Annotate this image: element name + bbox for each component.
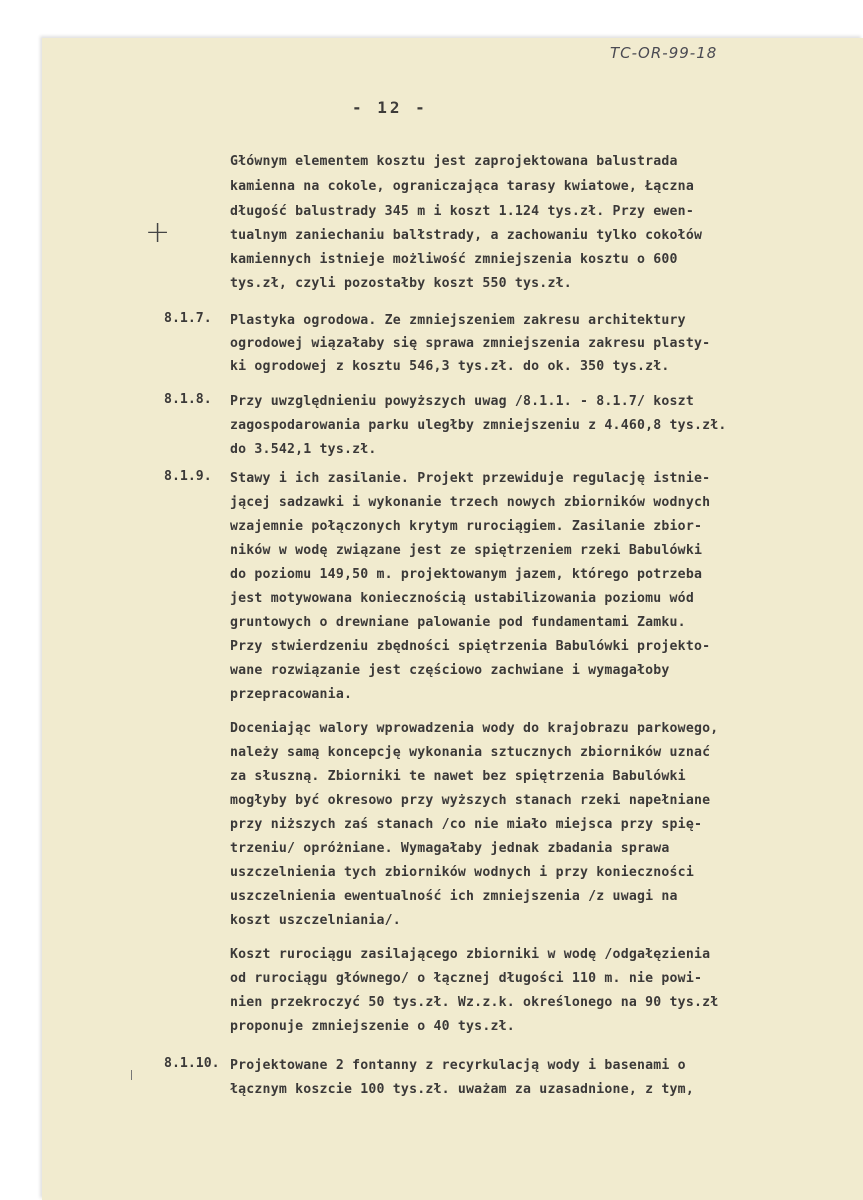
paragraph-0-line-1: kamienna na cokole, ograniczająca tarasy kwiatowe, Łączna <box>230 179 694 194</box>
paragraph-3-line-5: jest motywowana koniecznością ustabilizowania poziomu wód <box>230 591 694 606</box>
paragraph-4-line-8: koszt uszczelniania/. <box>230 913 401 928</box>
paragraph-0-line-0: Głównym elementem kosztu jest zaprojektowana balustrada <box>230 154 678 169</box>
paragraph-3-line-2: wzajemnie połączonych krytym rurociągiem. Zasilanie zbior- <box>230 519 703 534</box>
paragraph-3-line-4: do poziomu 149,50 m. projektowanym jazem, którego potrzeba <box>230 567 703 582</box>
paragraph-3-number: 8.1.9. <box>164 469 212 484</box>
paragraph-4-line-6: uszczelnienia tych zbiorników wodnych i przy konieczności <box>230 865 694 880</box>
paragraph-4-line-5: trzeniu/ opróżniane. Wymagałaby jednak zbadania sprawa <box>230 841 670 856</box>
paragraph-5-line-1: od rurociągu głównego/ o łącznej długości 110 m. nie powi- <box>230 971 703 986</box>
paragraph-6-number: 8.1.10. <box>164 1056 220 1071</box>
paragraph-4-line-3: mogłyby być okresowo przy wyższych stanach rzeki napełniane <box>230 793 711 808</box>
page-number: - 12 - <box>352 98 428 117</box>
paragraph-1-line-0: Plastyka ogrodowa. Ze zmniejszeniem zakresu architektury <box>230 313 686 328</box>
paragraph-3-line-8: wane rozwiązanie jest częściowo zachwiane i wymagałoby <box>230 663 670 678</box>
paragraph-5-line-2: nien przekroczyć 50 tys.zł. Wz.z.k. określonego na 90 tys.zł <box>230 995 719 1010</box>
paragraph-1-line-2: ki ogrodowej z kosztu 546,3 tys.zł. do ok. 350 tys.zł. <box>230 359 670 374</box>
paragraph-0-line-3: tualnym zaniechaniu balłstrady, a zachowaniu tylko cokołów <box>230 228 703 243</box>
paragraph-1-line-1: ogrodowej wiązałaby się sprawa zmniejszenia zakresu plasty- <box>230 336 711 351</box>
paragraph-4-line-1: należy samą koncepcję wykonania sztucznych zbiorników uznać <box>230 745 711 760</box>
margin-mark <box>131 1070 132 1080</box>
paragraph-0-line-2: długość balustrady 345 m i koszt 1.124 tys.zł. Przy ewen- <box>230 204 694 219</box>
handwritten-reference: TC-OR-99-18 <box>610 44 718 62</box>
paragraph-3-line-6: gruntowych o drewniane palowanie pod fundamentami Zamku. <box>230 615 686 630</box>
paragraph-0-line-5: tys.zł, czyli pozostałby koszt 550 tys.zł. <box>230 276 572 291</box>
paragraph-4-line-4: przy niższych zaś stanach /co nie miało miejsca przy spię- <box>230 817 703 832</box>
paragraph-2-line-0: Przy uwzględnieniu powyższych uwag /8.1.1. - 8.1.7/ koszt <box>230 394 694 409</box>
paragraph-4-line-2: za słuszną. Zbiorniki te nawet bez spiętrzenia Babulówki <box>230 769 686 784</box>
paragraph-3-line-1: jącej sadzawki i wykonanie trzech nowych zbiorników wodnych <box>230 495 711 510</box>
paragraph-3-line-3: ników w wodę związane jest ze spiętrzeniem rzeki Babulówki <box>230 543 703 558</box>
paragraph-5-line-3: proponuje zmniejszenie o 40 tys.zł. <box>230 1019 515 1034</box>
paragraph-4-line-0: Doceniając walory wprowadzenia wody do krajobrazu parkowego, <box>230 721 719 736</box>
paragraph-2-number: 8.1.8. <box>164 392 212 407</box>
paragraph-6-line-0: Projektowane 2 fontanny z recyrkulacją wody i basenami o <box>230 1058 686 1073</box>
paragraph-2-line-1: zagospodarowania parku uległby zmniejszeniu z 4.460,8 tys.zł. <box>230 418 727 433</box>
paragraph-3-line-7: Przy stwierdzeniu zbędności spiętrzenia Babulówki projekto- <box>230 639 711 654</box>
paragraph-3-line-9: przepracowania. <box>230 687 353 702</box>
paragraph-2-line-2: do 3.542,1 tys.zł. <box>230 442 377 457</box>
paragraph-1-number: 8.1.7. <box>164 311 212 326</box>
handwritten-cross-mark: + <box>145 215 171 250</box>
paragraph-6-line-1: łącznym koszcie 100 tys.zł. uważam za uzasadnione, z tym, <box>230 1082 694 1097</box>
paragraph-0-line-4: kamiennych istnieje możliwość zmniejszenia kosztu o 600 <box>230 252 678 267</box>
paragraph-3-line-0: Stawy i ich zasilanie. Projekt przewiduje regulację istnie- <box>230 471 711 486</box>
paragraph-5-line-0: Koszt rurociągu zasilającego zbiorniki w wodę /odgałęzienia <box>230 947 711 962</box>
paragraph-4-line-7: uszczelnienia ewentualność ich zmniejszenia /z uwagi na <box>230 889 678 904</box>
